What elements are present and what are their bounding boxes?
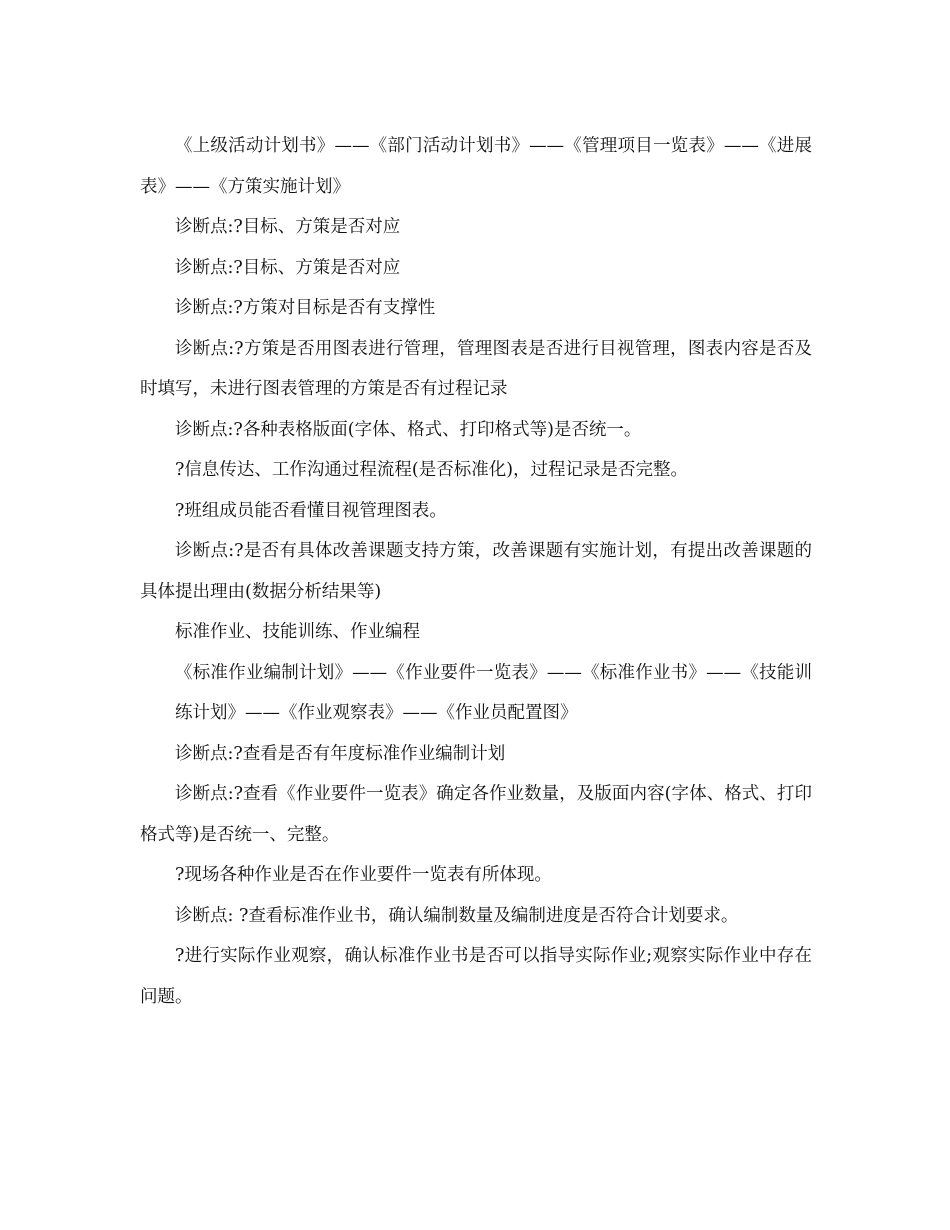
diagnosis-point-4: 诊断点:?方策是否用图表进行管理，管理图表是否进行目视管理，图表内容是否及时填写，未进行图表管理的方策是否有过程记录 [140,338,812,399]
diagnosis-point-6: 诊断点:?是否有具体改善课题支持方策，改善课题有实施计划，有提出改善课题的具体提出理由(数据分析结果等) [140,541,812,602]
flow-paragraph-standard-work: 《标准作业编制计划》——《作业要件一览表》——《标准作业书》——《技能训练计划》——《作业观察表》——《作业员配置图》 [175,662,812,723]
diagnosis-point-7: 诊断点:?查看是否有年度标准作业编制计划 [175,743,506,764]
flow-paragraph-plans: 《上级活动计划书》——《部门活动计划书》——《管理项目一览表》——《进展表》——《方策实施计划》 [140,136,812,197]
check-item-onsite-work: ?现场各种作业是否在作业要件一览表有所体现。 [175,865,552,885]
check-item-work-observation: ?进行实际作业观察，确认标准作业书是否可以指导实际作业;观察实际作业中存在问题。 [140,946,812,1007]
check-item-team-members: ?班组成员能否看懂目视管理图表。 [175,500,447,521]
diagnosis-point-5: 诊断点:?各种表格版面(字体、格式、打印格式等)是否统一。 [175,419,642,440]
section-heading-standard-work: 标准作业、技能训练、作业编程 [175,622,420,642]
document-body [140,126,812,1017]
diagnosis-point-2: 诊断点:?目标、方策是否对应 [175,257,401,278]
diagnosis-point-3: 诊断点:?方策对目标是否有支撑性 [175,298,436,318]
diagnosis-point-9: 诊断点: ?查看标准作业书，确认编制数量及编制进度是否符合计划要求。 [175,905,739,926]
diagnosis-point-1: 诊断点:?目标、方策是否对应 [175,217,401,237]
check-item-communication: ?信息传达、工作沟通过程流程(是否标准化)，过程记录是否完整。 [175,460,689,480]
diagnosis-point-8: 诊断点:?查看《作业要件一览表》确定各作业数量，及版面内容(字体、格式、打印格式等)是否统一、完整。 [140,784,812,845]
